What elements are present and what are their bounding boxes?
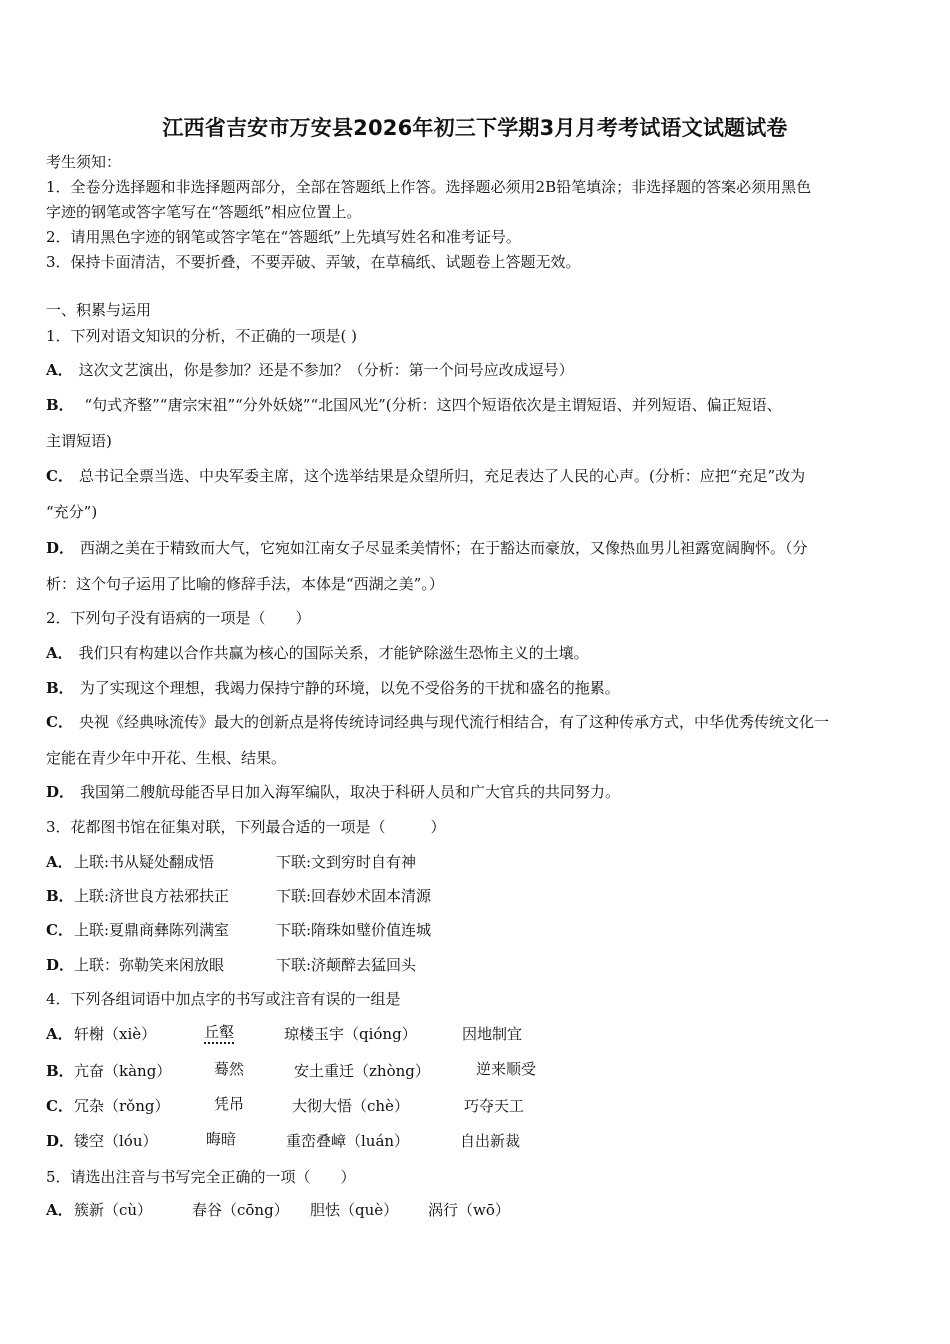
- q4-option-b-word1: 亢奋（kàng）: [74, 1062, 172, 1080]
- page-title: 江西省吉安市万安县2026年初三下学期3月月考考试语文试题试卷: [162, 116, 788, 140]
- notice-item-1-cont: 字迹的钢笔或答字笔写在“答题纸”相应位置上。: [46, 203, 362, 221]
- q1-option-d-cont: 析：这个句子运用了比喻的修辞手法，本体是“西湖之美”。）: [46, 575, 444, 593]
- q2-option-c-cont: 定能在青少年中开花、生根、结果。: [46, 749, 287, 767]
- option-text: “句式齐整”“唐宗宋祖”“分外妖娆”“北国风光”(分析：这四个短语依次是主谓短语、并列短语、偏正短语、: [79, 396, 782, 414]
- q1-stem: 1．下列对语文知识的分析，不正确的一项是( ): [46, 327, 358, 345]
- notice-item-1: 1．全卷分选择题和非选择题两部分，全部在答题纸上作答。选择题必须用2B铅笔填涂；非选择题的答案必须用黑色: [46, 178, 812, 196]
- q4-option-a-word2: 丘壑: [204, 1023, 234, 1044]
- q3-option-b-down: 下联:回春妙术固本清源: [276, 887, 432, 905]
- option-label: B．: [46, 396, 74, 414]
- q4-option-d-word4: 自出新裁: [460, 1132, 521, 1150]
- option-text: 为了实现这个理想，我竭力保持宁静的环境，以免不受俗务的干扰和盛名的拖累。: [79, 679, 620, 697]
- q4-stem: 4．下列各组词语中加点字的书写或注音有误的一组是: [46, 990, 401, 1008]
- q3-option-d-up: 上联：弥勒笑来闲放眼: [74, 956, 225, 974]
- q3-option-b-up: 上联:济世良方祛邪扶正: [74, 887, 230, 905]
- q3-option-d-down: 下联:济颠醉去猛回头: [276, 956, 417, 974]
- q5-option-a-label: A．: [46, 1201, 73, 1219]
- q5-option-a-word3: 胆怯（què）: [310, 1201, 399, 1219]
- q3-option-b-label: B．: [46, 887, 74, 905]
- q4-option-d-word3: 重峦叠嶂（luán）: [286, 1132, 410, 1150]
- q2-option-d: [46, 782, 620, 802]
- option-text: 这次文艺演出，你是参加？还是不参加？（分析：第一个问号应改成逗号）: [78, 361, 574, 379]
- q5-option-a-word1: 簇新（cù）: [74, 1201, 153, 1219]
- q4-option-b-word2: 蓦然: [214, 1060, 245, 1078]
- q3-stem: 3．花都图书馆在征集对联，下列最合适的一项是（ ）: [46, 818, 446, 836]
- q4-option-c-word1: 冗杂（rǒng）: [74, 1097, 170, 1115]
- section-heading: 一、积累与运用: [46, 301, 152, 319]
- q3-option-a-label: A．: [46, 853, 73, 871]
- q3-option-d-label: D．: [46, 956, 75, 974]
- q4-option-d-word1: 镂空（lóu）: [74, 1132, 158, 1150]
- q4-option-a-word4: 因地制宜: [462, 1025, 523, 1043]
- option-label: D．: [46, 783, 75, 801]
- q4-option-d-word2: 晦暗: [206, 1130, 237, 1148]
- q4-option-a-label: A．: [46, 1025, 73, 1043]
- option-label: B．: [46, 679, 74, 697]
- q4-option-a-word3: 琼楼玉宇（qióng）: [284, 1025, 417, 1043]
- q1-option-c: [46, 466, 805, 486]
- q4-option-d-label: D．: [46, 1132, 75, 1150]
- q4-option-c-word3: 大彻大悟（chè）: [292, 1097, 409, 1115]
- q4-option-c-word4: 巧夺天工: [464, 1097, 525, 1115]
- q4-option-a-word2-wrap: [204, 1022, 234, 1042]
- q1-option-d: [46, 538, 808, 558]
- q2-option-a: [46, 643, 589, 663]
- q4-option-b-word3: 安土重迁（zhòng）: [294, 1062, 430, 1080]
- q1-option-c-cont: “充分”): [46, 503, 98, 521]
- q2-option-b: [46, 678, 620, 698]
- option-text: 央视《经典咏流传》最大的创新点是将传统诗词经典与现代流行相结合，有了这种传承方式，中华优秀传统文化一: [78, 713, 829, 731]
- q1-option-b: [46, 395, 782, 415]
- q5-stem: 5．请选出注音与书写完全正确的一项（ ）: [46, 1168, 356, 1186]
- option-text: 我们只有构建以合作共赢为核心的国际关系，才能铲除滋生恐怖主义的土壤。: [78, 644, 589, 662]
- q3-option-c-down: 下联:隋珠如璧价值连城: [276, 921, 432, 939]
- notice-heading: 考生须知：: [46, 153, 122, 171]
- q2-stem: 2．下列句子没有语病的一项是（ ）: [46, 609, 311, 627]
- q5-option-a-word4: 涡行（wō）: [428, 1201, 510, 1219]
- q3-option-c-label: C．: [46, 921, 73, 939]
- notice-item-3: 3．保持卡面清洁，不要折叠，不要弄破、弄皱，在草稿纸、试题卷上答题无效。: [46, 253, 581, 271]
- q4-option-b-label: B．: [46, 1062, 74, 1080]
- q3-option-a-down: 下联:文到穷时自有神: [276, 853, 417, 871]
- option-text: 我国第二艘航母能否早日加入海军编队，取决于科研人员和广大官兵的共同努力。: [80, 783, 621, 801]
- q4-option-c-label: C．: [46, 1097, 73, 1115]
- option-label: C．: [46, 467, 73, 485]
- q4-option-b-word4: 逆来顺受: [476, 1060, 537, 1078]
- option-text: 总书记全票当选、中央军委主席，这个选举结果是众望所归，充足表达了人民的心声。(分析：应把“充足”改为: [78, 467, 806, 485]
- q2-option-c: [46, 712, 829, 732]
- q3-option-c-up: 上联:夏鼎商彝陈列满室: [74, 921, 230, 939]
- option-label: A．: [46, 361, 73, 379]
- q1-option-a: [46, 360, 574, 380]
- option-text: 西湖之美在于精致而大气，它宛如江南女子尽显柔美情怀；在于豁达而豪放，又像热血男儿袒露宽阔胸怀。（分: [80, 539, 808, 557]
- q1-option-b-cont: 主谓短语): [46, 432, 112, 450]
- option-label: A．: [46, 644, 73, 662]
- q3-option-a-up: 上联:书从疑处翻成悟: [74, 853, 215, 871]
- q4-option-a-word1: 轩榭（xiè）: [74, 1025, 157, 1043]
- option-label: C．: [46, 713, 73, 731]
- q5-option-a-word2: 春谷（cōng）: [192, 1201, 289, 1219]
- q4-option-c-word2: 凭吊: [214, 1095, 245, 1113]
- notice-item-2: 2．请用黑色字迹的钢笔或答字笔在“答题纸”上先填写姓名和准考证号。: [46, 228, 521, 246]
- option-label: D．: [46, 539, 75, 557]
